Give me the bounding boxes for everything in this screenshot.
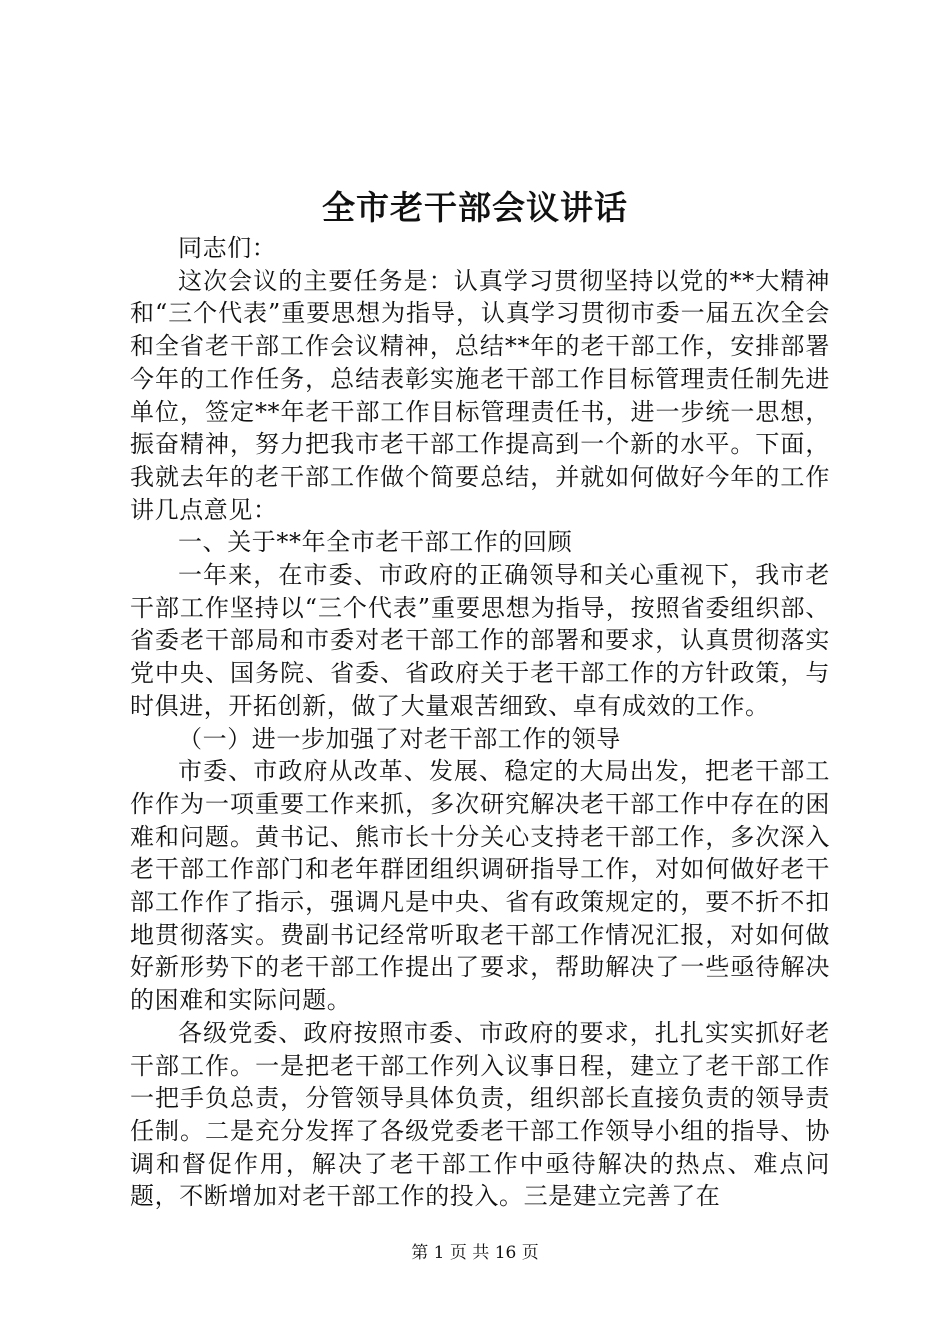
paragraph-leadership: 市委、市政府从改革、发展、稳定的大局出发，把老干部工作作为一项重要工作来抓，多次研究解决老干部工作中存在的困难和问题。黄书记、熊市长十分关心支持老干部工作，多次深入老干部工作部门和老年群团组织调研指导工作，对如何做好老干部工作作了指示，强调凡是中央、省有政策规定的，要不折不扣地贯彻落实。费副书记经常听取老干部工作情况汇报，对如何做好新形势下的老干部工作提出了要求，帮助解决了一些亟待解决的困难和实际问题。 bbox=[130, 757, 830, 1015]
document-title: 全市老干部会议讲话 bbox=[322, 188, 628, 227]
document-body bbox=[130, 232, 830, 1213]
paragraph-review-summary: 一年来，在市委、市政府的正确领导和关心重视下，我市老干部工作坚持以“三个代表”重要思想为指导，按照省委组织部、省委老干部局和市委对老干部工作的部署和要求，认真贯彻落实党中央、国务院、省委、省政府关于老干部工作的方针政策，与时俱进，开拓创新，做了大量艰苦细致、卓有成效的工作。 bbox=[130, 561, 830, 720]
paragraph-party-committees: 各级党委、政府按照市委、市政府的要求，扎扎实实抓好老干部工作。一是把老干部工作列入议事日程，建立了老干部工作一把手负总责，分管领导具体负责，组织部长直接负责的领导责任制。二是充分发挥了各级党委老干部工作领导小组的指导、协调和督促作用，解决了老干部工作中亟待解决的热点、难点问题，不断增加对老干部工作的投入。三是建立完善了在 bbox=[130, 1018, 830, 1211]
subsection-heading-leadership: （一）进一步加强了对老干部工作的领导 bbox=[178, 724, 621, 753]
page-footer: 第 1 页 共 16 页 bbox=[411, 1243, 539, 1263]
paragraph-salutation: 同志们： bbox=[178, 234, 277, 262]
paragraph-intro: 这次会议的主要任务是：认真学习贯彻坚持以党的**大精神和“三个代表”重要思想为指导，认真学习贯彻市委一届五次全会和全省老干部工作会议精神，总结**年的老干部工作，安排部署今年的工作任务，总结表彰实施老干部工作目标管理责任制先进单位，签定**年老干部工作目标管理责任书，进一步统一思想，振奋精神，努力把我市老干部工作提高到一个新的水平。下面，我就去年的老干部工作做个简要总结，并就如何做好今年的工作讲几点意见： bbox=[130, 266, 830, 524]
section-heading-review: 一、关于**年全市老干部工作的回顾 bbox=[178, 528, 573, 557]
